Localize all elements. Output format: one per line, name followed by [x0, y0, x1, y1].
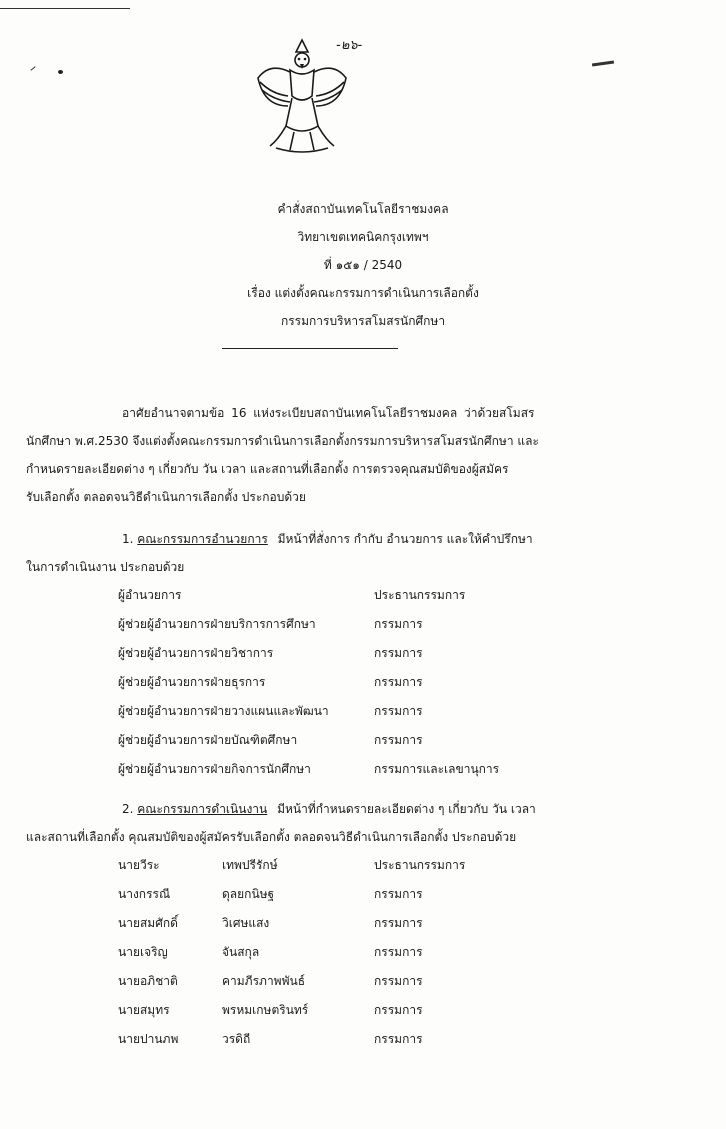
- member-position: ผู้อำนวยการ: [118, 588, 182, 602]
- member-last: จันสกุล: [222, 945, 260, 959]
- member-role: กรรมการ: [374, 974, 423, 988]
- garuda-emblem-icon: [248, 36, 356, 156]
- scan-edge-line: [0, 8, 130, 9]
- member-last: วรดิถี: [222, 1032, 251, 1046]
- section2-duty-cont: และสถานที่เลือกตั้ง คุณสมบัติของผู้สมัครรับเลือกตั้ง ตลอดจนวิธีดำเนินการเลือกตั้ง ประกอบด้วย: [26, 830, 517, 844]
- section1-member-row: [0, 702, 726, 720]
- section2-member-row: [0, 943, 726, 961]
- section1-member-row: [0, 644, 726, 662]
- member-role: กรรมการ: [374, 675, 423, 689]
- member-last: ดุลยกนิษฐ: [222, 887, 275, 901]
- member-role: กรรมการ: [374, 916, 423, 930]
- member-position: ผู้ช่วยผู้อำนวยการฝ่ายบัณฑิตศึกษา: [118, 733, 298, 747]
- scan-mark: [592, 60, 614, 66]
- member-role: กรรมการ: [374, 945, 423, 959]
- intro-line-1: อาศัยอำนาจตามข้อ 16 แห่งระเบียบสถาบันเทคโนโลยีราชมงคล ว่าด้วยสโมสร: [122, 406, 535, 420]
- section2-heading: [122, 800, 536, 819]
- section1-duty: มีหน้าที่สั่งการ กำกับ อำนวยการ และให้คำปรึกษา: [277, 532, 533, 546]
- member-role: กรรมการ: [374, 704, 423, 718]
- section2-title: คณะกรรมการดำเนินงาน: [137, 802, 268, 816]
- member-position: ผู้ช่วยผู้อำนวยการฝ่ายบริการการศึกษา: [118, 617, 316, 631]
- section2-member-row: [0, 856, 726, 874]
- order-subject-cont: กรรมการบริหารสโมสรนักศึกษา: [280, 314, 446, 328]
- section1-heading: [122, 530, 533, 549]
- member-last: วิเศษแสง: [222, 916, 270, 930]
- member-role: กรรมการ: [374, 887, 423, 901]
- section2-member-row: [0, 914, 726, 932]
- member-role: กรรมการ: [374, 1003, 423, 1017]
- section2-member-row: [0, 972, 726, 990]
- member-first: นายอภิชาติ: [118, 974, 178, 988]
- member-role: ประธานกรรมการ: [374, 588, 466, 602]
- member-last: พรหมเกษตรินทร์: [222, 1003, 309, 1017]
- section2-member-row: [0, 1001, 726, 1019]
- member-first: นายสมศักดิ์: [118, 916, 178, 930]
- member-role: ประธานกรรมการ: [374, 858, 466, 872]
- member-role: กรรมการ: [374, 1032, 423, 1046]
- section1-number: 1.: [122, 532, 134, 546]
- section2-duty: มีหน้าที่กำหนดรายละเอียดต่าง ๆ เกี่ยวกับ วัน เวลา: [277, 802, 536, 816]
- campus-name: วิทยาเขตเทคนิคกรุงเทพฯ: [297, 230, 429, 244]
- member-position: ผู้ช่วยผู้อำนวยการฝ่ายวิชาการ: [118, 646, 274, 660]
- member-role: กรรมการ: [374, 646, 423, 660]
- member-position: ผู้ช่วยผู้อำนวยการฝ่ายวางแผนและพัฒนา: [118, 704, 329, 718]
- scan-speck: [58, 70, 63, 74]
- section2-member-row: [0, 885, 726, 903]
- section1-member-row: [0, 731, 726, 749]
- section1-duty-cont: ในการดำเนินงาน ประกอบด้วย: [26, 560, 185, 574]
- scan-mark: [30, 66, 35, 71]
- order-subject: เรื่อง แต่งตั้งคณะกรรมการดำเนินการเลือกตั้ง: [247, 286, 479, 300]
- intro-line-3: กำหนดรายละเอียดต่าง ๆ เกี่ยวกับ วัน เวลา และสถานที่เลือกตั้ง การตรวจคุณสมบัติของผู้สมัคร: [26, 462, 509, 476]
- member-last: คามภีรภาพพันธ์: [222, 974, 306, 988]
- section1-member-row: [0, 586, 726, 604]
- header-divider: [222, 348, 398, 349]
- member-position: ผู้ช่วยผู้อำนวยการฝ่ายธุรการ: [118, 675, 266, 689]
- section1-member-row: [0, 760, 726, 778]
- section2-number: 2.: [122, 802, 134, 816]
- section1-member-row: [0, 615, 726, 633]
- member-first: นายเจริญ: [118, 945, 168, 959]
- member-role: กรรมการ: [374, 733, 423, 747]
- section2-member-row: [0, 1030, 726, 1048]
- intro-line-2: นักศึกษา พ.ศ.2530 จึงแต่งตั้งคณะกรรมการดำเนินการเลือกตั้งกรรมการบริหารสโมสรนักศึกษา และ: [26, 434, 539, 448]
- order-number: ที่ ๑๕๑ / 2540: [323, 258, 403, 272]
- order-issuer: คำสั่งสถาบันเทคโนโลยีราชมงคล: [277, 202, 449, 216]
- page-number: -๒๖-: [336, 38, 363, 53]
- member-first: นางกรรณี: [118, 887, 171, 901]
- member-role: กรรมการและเลขานุการ: [374, 762, 500, 776]
- section1-title: คณะกรรมการอำนวยการ: [137, 532, 268, 546]
- member-first: นายวีระ: [118, 858, 160, 872]
- member-first: นายสมุทร: [118, 1003, 170, 1017]
- member-first: นายปานภพ: [118, 1032, 179, 1046]
- member-role: กรรมการ: [374, 617, 423, 631]
- member-position: ผู้ช่วยผู้อำนวยการฝ่ายกิจการนักศึกษา: [118, 762, 311, 776]
- member-last: เทพปรีรักษ์: [222, 858, 278, 872]
- section1-member-row: [0, 673, 726, 691]
- intro-line-4: รับเลือกตั้ง ตลอดจนวิธีดำเนินการเลือกตั้ง ประกอบด้วย: [26, 490, 306, 504]
